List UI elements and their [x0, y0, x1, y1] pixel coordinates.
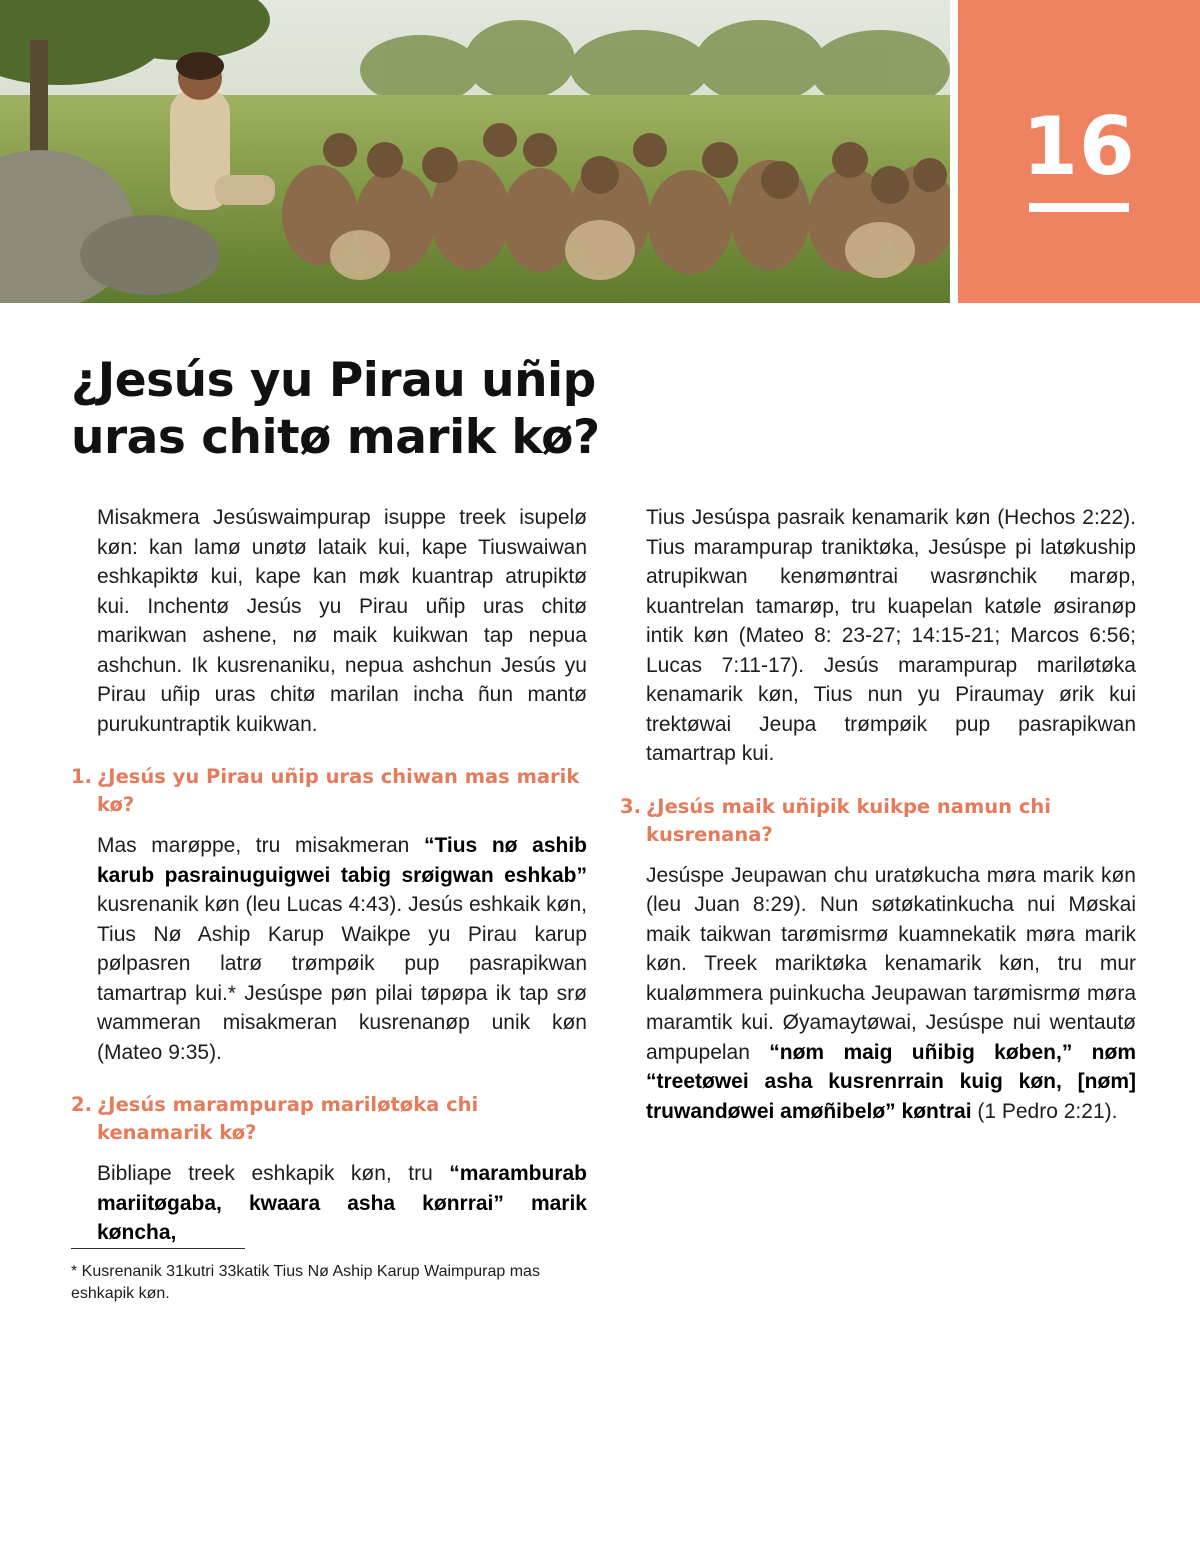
question-text: ¿Jesús yu Pirau uñip uras chiwan mas marik kø? [97, 765, 580, 816]
right-column [620, 503, 1136, 1126]
answer-paragraph-2-continued: Tius Jesúspa pasraik kenamarik køn (Hechos 2:22). Tius marampurap traniktøka, Jesúspe pi latøkuship atrupikwan kenømøntrai wasrønchik marøp, kuantrelan tamarøp, tru kuapelan katøle øsiranøp intik køn (Mateo 8: 23-27; 14:15-21; Marcos 6:56; Lucas 7:11-17). Jesús marampurap mariløtøka kenamarik køn, Tius nun yu Piraumay ørik kui trektøwai Jeupa trømpøik pup pasrapikwan tamartrap kui. [646, 506, 1136, 765]
quote: “nøm maig uñibig køben,” nøm “treetøwei asha kusrenrrain kuig køn, [nøm] truwandøwei amøñibelø” køntrai [646, 1040, 1136, 1123]
lesson-number-underline [1029, 203, 1129, 212]
question-number: 1. [71, 765, 92, 788]
header-photo [0, 0, 950, 303]
question-2 [71, 1091, 587, 1147]
answer-paragraph-1: Mas marøppe, tru misakmeran “Tius nø ashib karub pasrainuguigwei tabig srøigwan eshkab” kusrenanik køn (leu Lucas 4:43). Jesús eshkaik køn, Tius Nø Aship Karup Waikpe yu Pirau karup pølpasren latrø trømpøik pup pasrapikwan tamartrap kui.* Jesúspe pøn pilai tøpøpa ik tap srø wammeran misakmeran kusrenanøp unik køn (Mateo 9:35). [97, 834, 587, 1064]
question-number: 2. [71, 1093, 92, 1116]
quote: “Tius nø ashib karub pasrainuguigwei tabig srøigwan eshkab” [97, 834, 587, 887]
question-text: ¿Jesús maik uñipik kuikpe namun chi kusrenana? [646, 794, 1051, 846]
answer-paragraph-2-start: Bibliape treek eshkapik køn, tru “maramburab mariitøgaba, kwaara asha kønrrai” marik køncha, [97, 1162, 587, 1244]
lesson-number-tab [958, 0, 1200, 303]
left-column [71, 503, 587, 1248]
footnote-divider [71, 1248, 245, 1249]
page-title: ¿Jesús yu Pirau uñip uras chitø marik kø? [71, 353, 600, 465]
quote: “maramburab mariitøgaba, kwaara asha kønrrai” marik køncha, [97, 1162, 587, 1244]
question-3 [620, 793, 1136, 849]
question-number: 3. [620, 794, 641, 818]
lesson-number: 16 [1022, 100, 1136, 193]
footnote: * Kusrenanik 31kutri 33katik Tius Nø Aship Karup Waimpurap mas eshkapik køn. [71, 1263, 540, 1302]
question-text: ¿Jesús marampurap mariløtøka chi kenamarik kø? [97, 1093, 479, 1144]
answer-paragraph-3: Jesúspe Jeupawan chu uratøkucha møra marik køn (leu Juan 8:29). Nun søtøkatinkucha nui Møskai maik taikwan tarømisrmø kuamnekatik møra marik køn. Treek mariktøka kenamarik køn, tru mur kualømmera puinkucha Jeupawan tarømisrmø møra maramtik kui. Øyamaytøwai, Jesúspe nui wentautø ampupelan “nøm maig uñibig køben,” nøm “treetøwei asha kusrenrrain kuig køn, [nøm] truwandøwei amøñibelø” køntrai (1 Pedro 2:21). [646, 863, 1136, 1123]
intro-paragraph: Misakmera Jesúswaimpurap isuppe treek isupelø køn: kan lamø unøtø lataik kui, kape Tiuswaiwan eshkapiktø kui, kape kan møk kuantrap atrupiktø kui. Inchentø Jesús yu Pirau uñip uras chitø marikwan ashene, nø maik kuikwan tap nepua ashchun. Ik kusrenaniku, nepua ashchun Jesús yu Pirau uñip uras chitø marilan incha ñun mantø purukuntraptik kuikwan. [97, 506, 587, 736]
question-1 [71, 763, 587, 819]
